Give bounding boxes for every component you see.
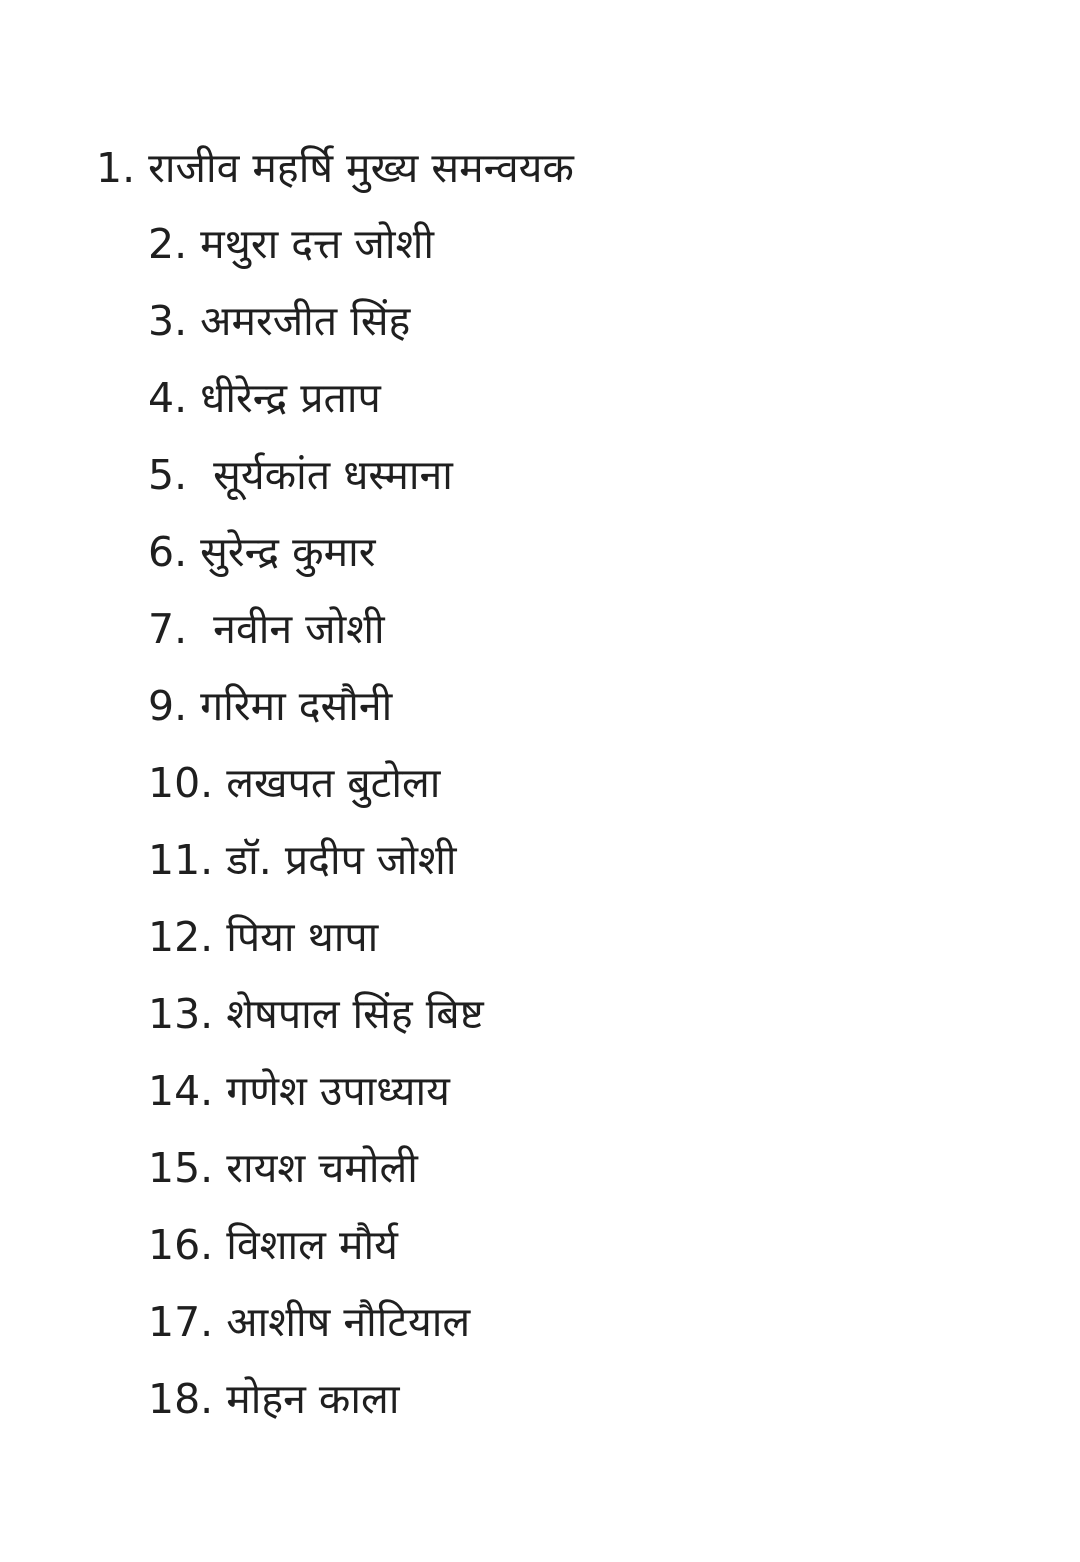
list-item: 15. रायश चमोली: [148, 1144, 418, 1192]
list-item: 13. शेषपाल सिंह बिष्ट: [148, 990, 484, 1038]
list-item: 1. राजीव महर्षि मुख्य समन्वयक: [96, 144, 574, 192]
list-item: 18. मोहन काला: [148, 1375, 400, 1423]
list-item: 10. लखपत बुटोला: [148, 759, 441, 807]
list-item: 5. सूर्यकांत धस्माना: [148, 451, 453, 499]
list-item: 14. गणेश उपाध्याय: [148, 1067, 450, 1115]
list-item: 6. सुरेन्द्र कुमार: [148, 528, 376, 576]
list-item: 4. धीरेन्द्र प्रताप: [148, 374, 381, 422]
list-item: 16. विशाल मौर्य: [148, 1221, 398, 1269]
list-item: 11. डॉ. प्रदीप जोशी: [148, 836, 457, 884]
list-item: 17. आशीष नौटियाल: [148, 1298, 471, 1346]
list-item: 3. अमरजीत सिंह: [148, 297, 411, 345]
list-item: 7. नवीन जोशी: [148, 605, 385, 653]
list-item: 12. पिया थापा: [148, 913, 379, 961]
list-item: 9. गरिमा दसौनी: [148, 682, 393, 730]
list-item: 2. मथुरा दत्त जोशी: [148, 220, 434, 268]
